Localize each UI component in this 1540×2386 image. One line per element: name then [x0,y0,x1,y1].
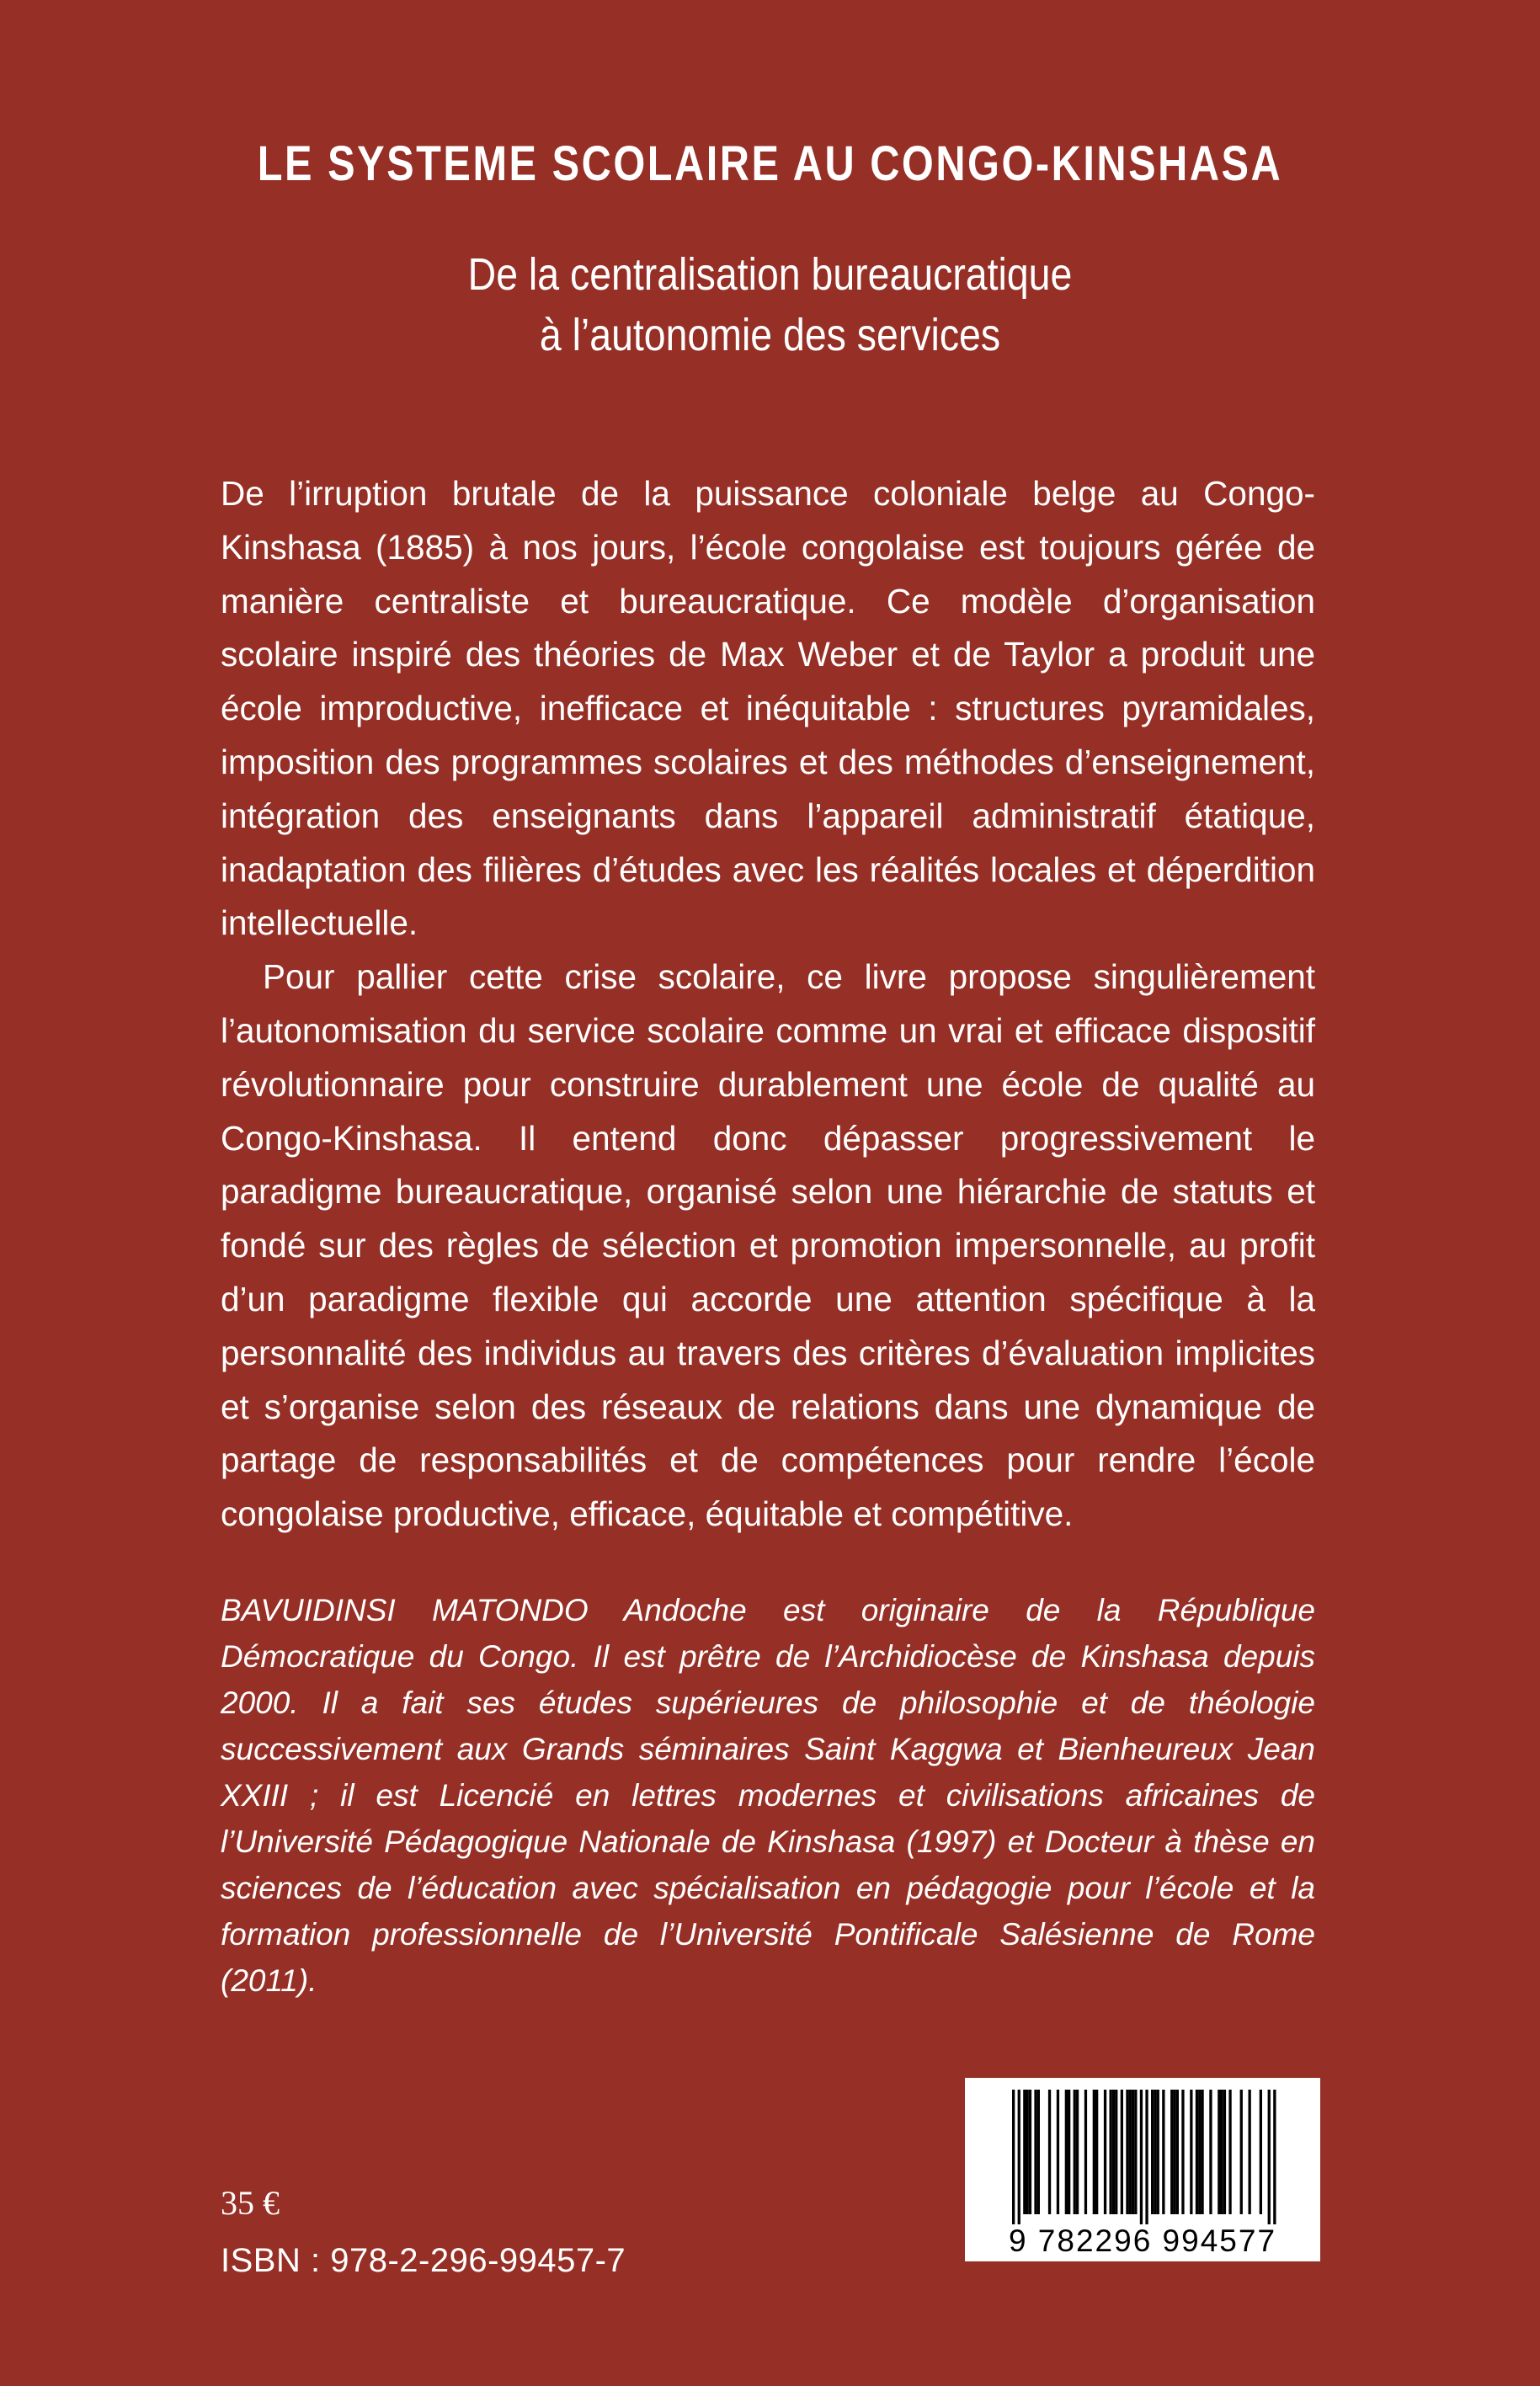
barcode-bar [1048,2090,1051,2214]
barcode-bar [1260,2090,1262,2214]
barcode-bar [1273,2090,1276,2224]
barcode-bar [1132,2090,1134,2214]
barcode-icon [965,2078,1320,2261]
barcode-bar [1196,2090,1198,2214]
barcode-bar [1095,2090,1098,2214]
description-paragraph-1: De l’irruption brutale de la puissance coloniale belge au Congo-Kinshasa (1885) à nos jours, l’école congolaise est toujours gérée de manière centraliste et bureaucratique. Ce modèle d’organisation scolaire inspiré des théories de Max Weber et de Taylor a produit une école improductive, inefficace et inéquitable : structures pyramidales, imposition des programmes scolaires et des méthodes d’enseignement, intégration des enseignants dans l’appareil administratif étatique, inadaptation des filières d’études avec les réalités locales et déperdition intellectuelle. [221,474,1315,943]
barcode-bar [1112,2090,1115,2214]
barcode [965,2078,1320,2261]
barcode-bar [1012,2090,1015,2224]
barcode-bar [1084,2090,1087,2214]
barcode-bar [1176,2090,1179,2214]
description-paragraph-2: Pour pallier cette crise scolaire, ce livre propose singulièrement l’autonomisation du service scolaire comme un vrai et efficace dispositif révolutionnaire pour construire durablement une école de qualité au Congo-Kinshasa. Il entend donc dépasser progressivement le paradigme bureaucratique, organisé selon une hiérarchie de statuts et fondé sur des règles de sélection et promotion impersonnelle, au profit d’un paradigme flexible qui accorde une attention spécifique à la personnalité des individus au travers des critères d’évaluation implicites et s’organise selon des réseaux de relations dans une dynamique de partage de responsabilités et de compétences pour rendre l’école congolaise productive, efficace, équitable et compétitive. [221,957,1315,1534]
barcode-bar [1057,2090,1059,2214]
barcode-bar [1115,2090,1117,2214]
book-description [221,467,1315,1542]
barcode-bar [1151,2090,1154,2214]
barcode-bar [1162,2090,1164,2214]
barcode-bar [1126,2090,1128,2214]
barcode-bar [1228,2090,1231,2214]
barcode-bar [1201,2090,1203,2214]
barcode-bar [1023,2090,1026,2214]
subtitle-line-1: De la centralisation bureaucratique [467,249,1073,300]
book-subtitle [108,244,1432,365]
isbn-label: ISBN : 978-2-296-99457-7 [221,2242,626,2279]
barcode-bar [1018,2090,1020,2224]
barcode-bar [1181,2090,1184,2214]
barcode-bar [1129,2090,1132,2214]
barcode-bar [1104,2090,1106,2214]
barcode-bar [1074,2090,1076,2214]
barcode-bar [1145,2090,1148,2224]
price-label: 35 € [221,2184,280,2222]
barcode-bar [1268,2090,1271,2224]
author-biography: BAVUIDINSI MATONDO Andoche est originaire de la République Démocratique du Congo. Il est prêtre de l’Archidiocèse de Kinshasa depuis 2000. Il a fait ses études supérieures de philosophie et de théologie successivement aux Grands séminaires Saint Kaggwa et Bienheureux Jean XXIII ; il est Licencié en lettres modernes et civilisations africaines de l’Université Pédagogique Nationale de Kinshasa (1997) et Docteur à thèse en sciences de l’éducation avec spécialisation en pédagogie pour l’école et la formation professionnelle de l’Université Pontificale Salésienne de Rome (2011). [221,1593,1315,1998]
barcode-bar [1026,2090,1029,2214]
barcode-bar [1223,2090,1226,2214]
barcode-bar [1221,2090,1223,2214]
barcode-bar [1190,2090,1192,2214]
barcode-bar [1198,2090,1201,2214]
barcode-bar [1110,2090,1112,2214]
barcode-bar [1068,2090,1070,2214]
barcode-bar [1218,2090,1220,2214]
barcode-bar [1093,2090,1095,2214]
barcode-bar [1170,2090,1173,2214]
barcode-bar [1076,2090,1079,2214]
barcode-bar [1065,2090,1068,2214]
barcode-bar [1029,2090,1031,2214]
barcode-bar [1037,2090,1040,2214]
subtitle-line-2: à l’autonomie des services [539,310,1001,360]
barcode-bar [1121,2090,1123,2214]
barcode-bar [1173,2090,1175,2214]
barcode-bar [1249,2090,1251,2214]
barcode-bar [1157,2090,1159,2214]
barcode-bar [1134,2090,1137,2214]
barcode-bar [1154,2090,1156,2214]
barcode-bar [1240,2090,1243,2214]
barcode-digits: 9 782296 994577 [1008,2224,1277,2258]
book-title: LE SYSTEME SCOLAIRE AU CONGO-KINSHASA [257,136,1283,191]
barcode-bar [1034,2090,1036,2214]
barcode-bar [1140,2090,1143,2224]
barcode-bar [1209,2090,1212,2214]
